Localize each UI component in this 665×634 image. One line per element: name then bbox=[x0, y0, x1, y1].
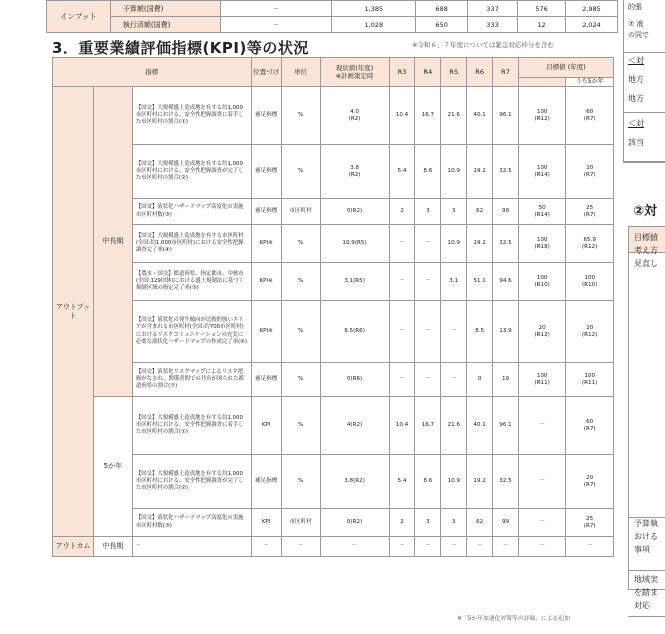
table-row bbox=[53, 145, 614, 199]
r5-cell: － bbox=[441, 301, 467, 363]
r3-cell: － bbox=[389, 263, 415, 301]
target-cell bbox=[518, 509, 565, 537]
position-cell: － bbox=[251, 537, 281, 557]
table-row bbox=[53, 301, 614, 363]
target-cell bbox=[518, 301, 565, 363]
r5-cell: － bbox=[441, 363, 467, 397]
table-cell: 337 bbox=[468, 1, 518, 17]
indicator-cell: 【国交】液状化ハザードマップ高度化の実施市区町村数(③) bbox=[132, 509, 251, 537]
r3-cell: 5.4 bbox=[389, 145, 415, 199]
budget-table bbox=[46, 0, 618, 33]
position-cell: 補足指標 bbox=[251, 87, 281, 145]
target-cell-value: 100 bbox=[536, 372, 548, 379]
five-year-cell bbox=[566, 87, 614, 145]
header-current-label: 現状値(年度) bbox=[335, 63, 374, 72]
table-row bbox=[53, 225, 614, 263]
right-text: 地方 bbox=[628, 75, 644, 84]
r3-cell: 5.4 bbox=[389, 455, 415, 509]
r6-cell: 40.1 bbox=[467, 397, 493, 455]
right-section-title: ②対 bbox=[633, 204, 658, 219]
target-cell-value: － bbox=[539, 422, 545, 428]
position-cell: 補足指標 bbox=[251, 145, 281, 199]
r4-cell: 3 bbox=[415, 199, 441, 225]
divider bbox=[628, 570, 665, 571]
current-cell-year: (R2) bbox=[348, 171, 361, 178]
target-cell-value: 20 bbox=[538, 324, 546, 331]
current-cell-value: 4(R2) bbox=[346, 422, 363, 428]
right-text: を踏ま bbox=[634, 588, 658, 597]
target-cell-value: 100 bbox=[536, 164, 548, 171]
header-r7: R7 bbox=[493, 58, 519, 87]
position-cell: KPI※ bbox=[251, 301, 281, 363]
target-cell-year: (R14) bbox=[534, 211, 550, 218]
five-year-cell-value: 100 bbox=[584, 372, 596, 379]
current-cell-value: 0(R2) bbox=[346, 519, 363, 525]
five-year-cell bbox=[566, 455, 614, 509]
current-cell bbox=[320, 397, 389, 455]
indicator-cell: 【国交】液状化の発生傾向が比較的強いエリアが含まれる市区町村(全国:約700市区町村)におけるリスクコミュニケーションの充実に必要な液状化ハザードマップの作成完了率(⑥) bbox=[132, 301, 251, 363]
current-cell bbox=[320, 145, 389, 199]
r5-cell: 3 bbox=[441, 509, 467, 537]
header-current-sub: ※計画策定時 bbox=[335, 72, 374, 80]
right-text: ⑦ 液 bbox=[628, 20, 644, 28]
divider bbox=[623, 112, 665, 113]
five-year-cell-year: (R11) bbox=[582, 379, 598, 386]
r4-cell: － bbox=[415, 301, 441, 363]
five-year-cell-year: (R7) bbox=[583, 171, 596, 178]
position-cell: KPI※ bbox=[251, 225, 281, 263]
kpi-table bbox=[52, 57, 614, 557]
r7-cell: 94.6 bbox=[493, 263, 519, 301]
right-text: の同で bbox=[628, 31, 649, 39]
indicator-cell: 【国交】大規模盛土造成地を有する約1,000市区町村における、安全性把握調査に着手した市区町村の割合(①) bbox=[132, 397, 251, 455]
five-year-cell bbox=[566, 145, 614, 199]
target-cell-year: (R12) bbox=[534, 331, 550, 338]
target-cell bbox=[518, 199, 565, 225]
indicator-cell: 【国交】液状化ハザードマップ高度化の実施市区町村数(③) bbox=[132, 199, 251, 225]
current-cell bbox=[320, 363, 389, 397]
unit-cell: － bbox=[281, 537, 320, 557]
header-position: 位置づけ bbox=[251, 58, 281, 87]
r6-cell: 51.1 bbox=[467, 263, 493, 301]
indicator-cell: 【国交】大規模盛土造成地を有する約1,000市区町村における、安全性把握調査に着手した市区町村の割合(①) bbox=[132, 87, 251, 145]
header-r6: R6 bbox=[467, 58, 493, 87]
position-cell: KPI bbox=[251, 509, 281, 537]
header-target-sub: うち5か年 bbox=[566, 78, 614, 87]
r6-cell: 19.2 bbox=[467, 455, 493, 509]
current-cell bbox=[320, 509, 389, 537]
unit-cell: % bbox=[281, 301, 320, 363]
header-indicator: 指標 bbox=[53, 58, 252, 87]
five-year-cell-year: (R7) bbox=[583, 425, 596, 432]
target-cell-year: (R10) bbox=[534, 281, 550, 288]
right-text: 予算執 bbox=[634, 519, 658, 528]
r5-cell: 3.1 bbox=[441, 263, 467, 301]
five-year-cell-year: (R7) bbox=[583, 481, 596, 488]
five-year-cell bbox=[566, 509, 614, 537]
five-year-cell-year: (R7) bbox=[583, 115, 596, 122]
position-cell: 補足指標 bbox=[251, 455, 281, 509]
target-cell bbox=[518, 455, 565, 509]
target-cell bbox=[518, 263, 565, 301]
current-cell-value: 0(R6) bbox=[346, 376, 363, 382]
target-cell bbox=[518, 145, 565, 199]
current-cell bbox=[320, 225, 389, 263]
r5-cell: － bbox=[441, 537, 467, 557]
r4-cell: － bbox=[415, 263, 441, 301]
indicator-cell: 【国交】大規模盛土造成地を有する約1,000市区町村における、安全性把握調査が完了した市区町村の割合(②) bbox=[132, 145, 251, 199]
r3-cell: 2 bbox=[389, 509, 415, 537]
target-cell bbox=[518, 397, 565, 455]
unit-cell: 市区町村 bbox=[281, 509, 320, 537]
position-cell: KPI bbox=[251, 397, 281, 455]
five-year-group-label: 5か年 bbox=[93, 397, 132, 537]
right-text: 地域実 bbox=[634, 575, 658, 584]
unit-cell: % bbox=[281, 455, 320, 509]
five-year-cell-value: 60 bbox=[586, 108, 594, 115]
table-cell: 1,028 bbox=[332, 17, 416, 33]
unit-cell: 市区町村 bbox=[281, 199, 320, 225]
r6-cell: 0 bbox=[467, 363, 493, 397]
mid-term-group-label: 中長期 bbox=[93, 87, 132, 397]
right-text: ＜対 bbox=[628, 119, 644, 128]
table-cell: 1,385 bbox=[332, 1, 416, 17]
current-cell bbox=[320, 301, 389, 363]
r5-cell: 10.9 bbox=[441, 145, 467, 199]
unit-cell: % bbox=[281, 145, 320, 199]
table-cell: 333 bbox=[468, 17, 518, 33]
r3-cell: － bbox=[389, 301, 415, 363]
table-cell: － bbox=[220, 17, 332, 33]
right-text: 該当 bbox=[628, 138, 644, 147]
five-year-cell bbox=[566, 199, 614, 225]
five-year-cell-value: 20 bbox=[586, 164, 594, 171]
five-year-cell bbox=[566, 397, 614, 455]
unit-cell: % bbox=[281, 363, 320, 397]
right-text: 対応 bbox=[634, 601, 650, 610]
unit-cell: % bbox=[281, 263, 320, 301]
table-row bbox=[53, 509, 614, 537]
r4-cell: － bbox=[415, 537, 441, 557]
target-cell-value: － bbox=[539, 519, 545, 525]
divider bbox=[628, 616, 665, 617]
table-row bbox=[53, 363, 614, 397]
r3-cell: 10.4 bbox=[389, 397, 415, 455]
indicator-cell: 【国交】液状化リスクマップによるリスク把握がなされ、関係者間での共有が図られた都道府県の割合(⑦) bbox=[132, 363, 251, 397]
current-cell-value: 3.1(R5) bbox=[344, 278, 365, 284]
r4-cell: 16.7 bbox=[415, 87, 441, 145]
table-row bbox=[53, 87, 614, 145]
current-cell bbox=[320, 199, 389, 225]
r6-cell: 62 bbox=[467, 509, 493, 537]
r7-cell: 99 bbox=[493, 509, 519, 537]
r3-cell: 2 bbox=[389, 199, 415, 225]
executed-row-label: 執行済額(国費) bbox=[110, 17, 220, 33]
r3-cell: 10.4 bbox=[389, 87, 415, 145]
current-cell bbox=[320, 87, 389, 145]
header-r3: R3 bbox=[389, 58, 415, 87]
budget-row-label: 予算額(国費) bbox=[110, 1, 220, 17]
r7-cell: 32.5 bbox=[493, 225, 519, 263]
r4-cell: 16.7 bbox=[415, 397, 441, 455]
table-cell: － bbox=[220, 1, 332, 17]
five-year-cell-value: 20 bbox=[586, 474, 594, 481]
r6-cell: 8.5 bbox=[467, 301, 493, 363]
right-text: 事項 bbox=[634, 545, 650, 554]
target-cell bbox=[518, 363, 565, 397]
indicator-cell: 【国交】大規模盛土造成地を有する約1,000市区町村における、安全性把握調査が完了した市区町村の割合(②) bbox=[132, 455, 251, 509]
table-row bbox=[47, 17, 618, 33]
five-year-cell-year: (R12) bbox=[582, 243, 598, 250]
five-year-cell-value: 60 bbox=[586, 418, 594, 425]
table-cell: 576 bbox=[518, 1, 566, 17]
r7-cell: 99 bbox=[493, 199, 519, 225]
target-cell-year: (R12) bbox=[534, 115, 550, 122]
target-cell-year: (R14) bbox=[534, 171, 550, 178]
table-row bbox=[53, 397, 614, 455]
table-header-row bbox=[53, 58, 614, 78]
position-cell: KPI※ bbox=[251, 263, 281, 301]
bottom-note: ※「5か年加速化対策等の評価」による追加 bbox=[457, 616, 570, 622]
current-cell bbox=[320, 455, 389, 509]
r3-cell: － bbox=[389, 363, 415, 397]
output-group-label: アウトプット bbox=[53, 87, 94, 537]
r4-cell: 8.6 bbox=[415, 145, 441, 199]
right-text: 目標値 bbox=[634, 233, 658, 242]
table-cell: 650 bbox=[416, 17, 468, 33]
r7-cell: － bbox=[493, 537, 519, 557]
table-row bbox=[53, 263, 614, 301]
five-year-cell bbox=[566, 263, 614, 301]
current-cell: － bbox=[320, 537, 389, 557]
five-year-cell-year: (R7) bbox=[583, 522, 596, 529]
current-cell-value: 4.0 bbox=[350, 108, 359, 115]
outcome-group-label: アウトカム bbox=[53, 537, 94, 557]
right-text: 的張 bbox=[628, 3, 642, 11]
five-year-cell-value: 25 bbox=[586, 515, 594, 522]
current-cell-value: 0(R2) bbox=[346, 208, 363, 214]
header-r5: R5 bbox=[441, 58, 467, 87]
section-note: ※令和６、７年度については緊急対応枠分を含む bbox=[412, 41, 554, 49]
table-cell: 2,985 bbox=[566, 1, 618, 17]
unit-cell: % bbox=[281, 87, 320, 145]
header-current bbox=[320, 58, 389, 87]
target-cell-value: 100 bbox=[536, 236, 548, 243]
five-cell: － bbox=[566, 537, 614, 557]
table-row bbox=[53, 537, 614, 557]
position-cell: 補足指標 bbox=[251, 363, 281, 397]
current-cell-value: 3.8 bbox=[350, 164, 359, 171]
header-target: 目標値 (年度) bbox=[518, 58, 613, 78]
five-year-cell-year: (R12) bbox=[582, 331, 598, 338]
position-cell: 補足指標 bbox=[251, 199, 281, 225]
five-year-cell-year: (R7) bbox=[583, 211, 596, 218]
table-row bbox=[47, 1, 618, 17]
target-cell-value: － bbox=[539, 478, 545, 484]
r4-cell: 3 bbox=[415, 509, 441, 537]
five-year-cell-year: (R10) bbox=[582, 281, 598, 288]
indicator-cell: 【農水・国交】都道府県、指定都市、中核市(全国:129団体)における盛土規制法に基づく規制区域の指定完了率(⑤) bbox=[132, 263, 251, 301]
current-cell-year: (R2) bbox=[348, 115, 361, 122]
r5-cell: 21.6 bbox=[441, 87, 467, 145]
indicator-cell: － bbox=[132, 537, 251, 557]
right-text: ＜対 bbox=[628, 56, 644, 65]
r7-cell: 96.1 bbox=[493, 87, 519, 145]
target-cell-value: 100 bbox=[536, 108, 548, 115]
r5-cell: 10.9 bbox=[441, 455, 467, 509]
right-text: 考え方 bbox=[634, 246, 658, 255]
r5-cell: 10.9 bbox=[441, 225, 467, 263]
unit-cell: % bbox=[281, 225, 320, 263]
right-text: 見直し bbox=[634, 259, 658, 268]
target-cell-value: 50 bbox=[538, 204, 546, 211]
target-cell bbox=[518, 225, 565, 263]
r3-cell: － bbox=[389, 225, 415, 263]
r4-cell: － bbox=[415, 363, 441, 397]
target-cell: － bbox=[518, 537, 565, 557]
current-cell bbox=[320, 263, 389, 301]
five-year-cell-value: 20 bbox=[586, 324, 594, 331]
current-cell-value: 10.9(R5) bbox=[342, 240, 367, 246]
table-cell: 688 bbox=[416, 1, 468, 17]
target-cell-year: (R18) bbox=[534, 243, 550, 250]
header-unit: 単位 bbox=[281, 58, 320, 87]
five-year-cell bbox=[566, 301, 614, 363]
r7-cell: 96.1 bbox=[493, 397, 519, 455]
r4-cell: － bbox=[415, 225, 441, 263]
header-r4: R4 bbox=[415, 58, 441, 87]
r7-cell: 32.5 bbox=[493, 145, 519, 199]
r4-cell: 8.6 bbox=[415, 455, 441, 509]
five-year-cell bbox=[566, 225, 614, 263]
r7-cell: 19 bbox=[493, 363, 519, 397]
five-year-cell-value: 65.9 bbox=[583, 236, 596, 243]
table-row bbox=[53, 455, 614, 509]
current-cell-value: 3.8(R2) bbox=[344, 478, 365, 484]
r6-cell: 19.2 bbox=[467, 225, 493, 263]
target-cell-value: 100 bbox=[536, 274, 548, 281]
input-group-label: インプット bbox=[47, 1, 111, 33]
indicator-cell: 【国交】大規模盛土造成地を有する市区町村(全国:約1,000市区町村)における安全性把握調査完了率(④) bbox=[132, 225, 251, 263]
section-title: 3．重要業績評価指標(KPI)等の状況 bbox=[52, 39, 309, 57]
five-year-cell-value: 100 bbox=[584, 274, 596, 281]
five-year-cell bbox=[566, 363, 614, 397]
unit-cell: % bbox=[281, 397, 320, 455]
r7-cell: 13.9 bbox=[493, 301, 519, 363]
r6-cell: 62 bbox=[467, 199, 493, 225]
right-text: おける bbox=[634, 532, 658, 541]
right-text: 地方 bbox=[628, 94, 644, 103]
r6-cell: － bbox=[467, 537, 493, 557]
current-cell-value: 8.5(R6) bbox=[344, 328, 365, 334]
target-cell bbox=[518, 87, 565, 145]
r6-cell: 40.1 bbox=[467, 87, 493, 145]
target-cell-year: (R11) bbox=[534, 379, 550, 386]
r6-cell: 19.2 bbox=[467, 145, 493, 199]
r5-cell: 21.6 bbox=[441, 397, 467, 455]
r7-cell: 32.5 bbox=[493, 455, 519, 509]
table-cell: 2,024 bbox=[566, 17, 618, 33]
header-target-blank bbox=[518, 78, 565, 87]
five-year-cell-value: 25 bbox=[586, 204, 594, 211]
r3-cell: － bbox=[389, 537, 415, 557]
table-cell: 12 bbox=[518, 17, 566, 33]
divider bbox=[623, 162, 665, 163]
outcome-mid-label: 中長期 bbox=[93, 537, 132, 557]
r5-cell: 3 bbox=[441, 199, 467, 225]
table-row bbox=[53, 199, 614, 225]
